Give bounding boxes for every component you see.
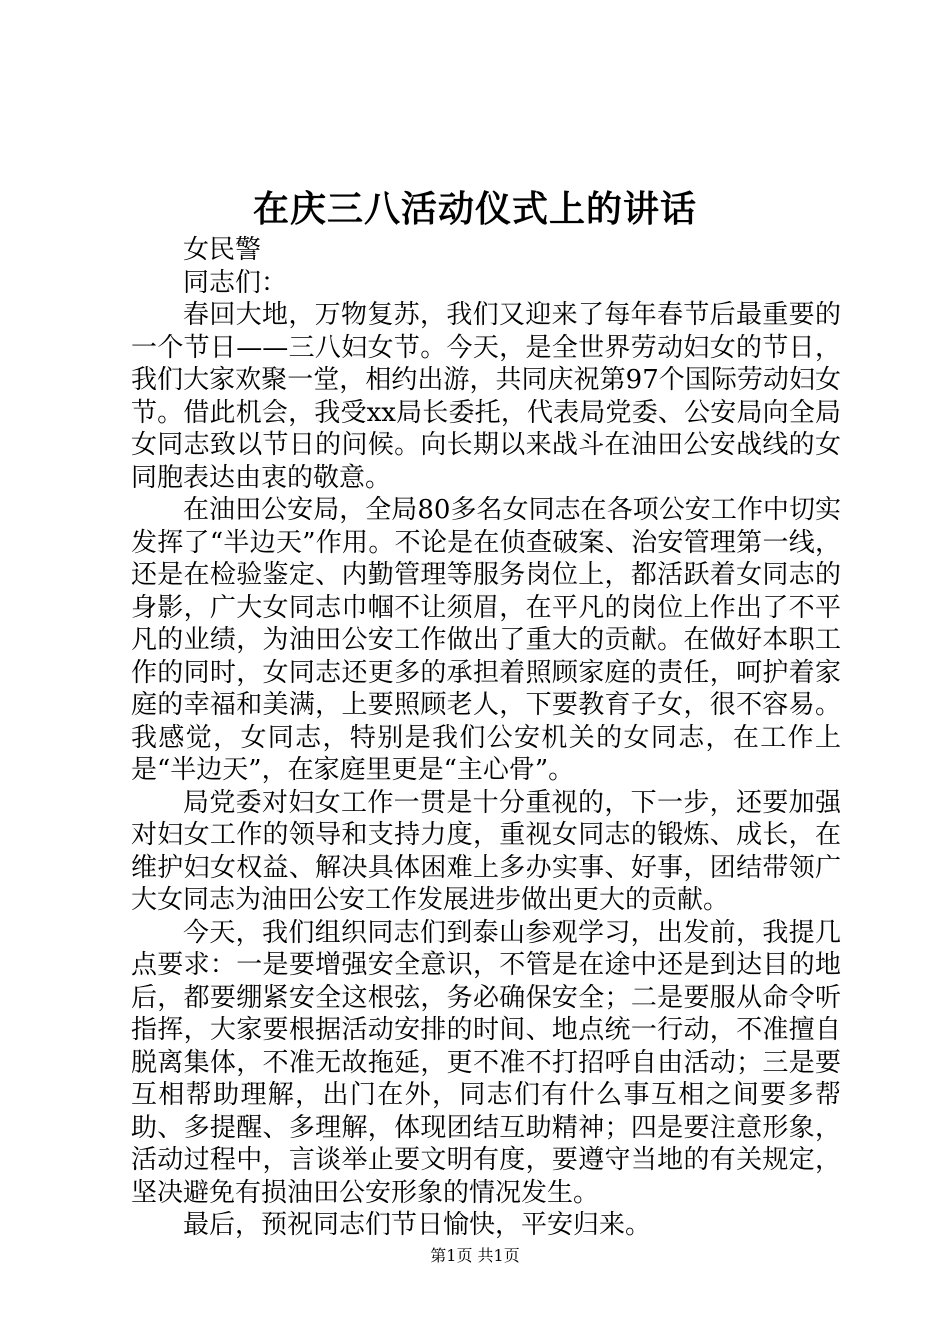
body-paragraph: 局党委对妇女工作一贯是十分重视的，下一步，还要加强对妇女工作的领导和支持力度，重视女同志的锻炼、成长，在维护妇女权益、解决具体困难上多办实事、好事，团结带领广大女同志为油田公安工作发展进步做出更大的贡献。	[131, 787, 841, 915]
salutation-line: 同志们：	[183, 267, 288, 298]
document-title: 在庆三八活动仪式上的讲话	[252, 188, 697, 230]
body-paragraph: 最后，预祝同志们节日愉快，平安归来。	[183, 1210, 652, 1240]
document-body	[131, 234, 841, 1242]
salutation-line: 女民警	[183, 235, 262, 265]
body-paragraph: 在油田公安局，全局80多名女同志在各项公安工作中切实发挥了“半边天”作用。不论是在侦查破案、治安管理第一线，还是在检验鉴定、内勤管理等服务岗位上，都活跃着女同志的身影，广大女同志巾帼不让须眉，在平凡的岗位上作出了不平凡的业绩，为油田公安工作做出了重大的贡献。在做好本职工作的同时，女同志还更多的承担着照顾家庭的责任，呵护着家庭的幸福和美满，上要照顾老人，下要教育子女，很不容易。我感觉，女同志，特别是我们公安机关的女同志，在工作上是“半边天”，在家庭里更是“主心骨”。	[131, 495, 841, 785]
body-paragraph: 今天，我们组织同志们到泰山参观学习，出发前，我提几点要求：一是要增强安全意识，不管是在途中还是到达目的地后，都要绷紧安全这根弦，务必确保安全；二是要服从命令听指挥，大家要根据活动安排的时间、地点统一行动，不准擅自脱离集体，不准无故拖延，更不准不打招呼自由活动；三是要互相帮助理解，出门在外，同志们有什么事互相之间要多帮助、多提醒、多理解，体现团结互助精神；四是要注意形象，活动过程中，言谈举止要文明有度，要遵守当地的有关规定，坚决避免有损油田公安形象的情况发生。	[131, 917, 841, 1208]
page-footer: 第1页 共1页	[430, 1246, 520, 1265]
body-paragraph: 春回大地，万物复苏，我们又迎来了每年春节后最重要的一个节日——三八妇女节。今天，是全世界劳动妇女的节日，我们大家欢聚一堂，相约出游，共同庆祝第97个国际劳动妇女节。借此机会，我受xx局长委托，代表局党委、公安局向全局女同志致以节日的问候。向长期以来战斗在油田公安战线的女同胞表达由衷的敬意。	[131, 300, 841, 493]
